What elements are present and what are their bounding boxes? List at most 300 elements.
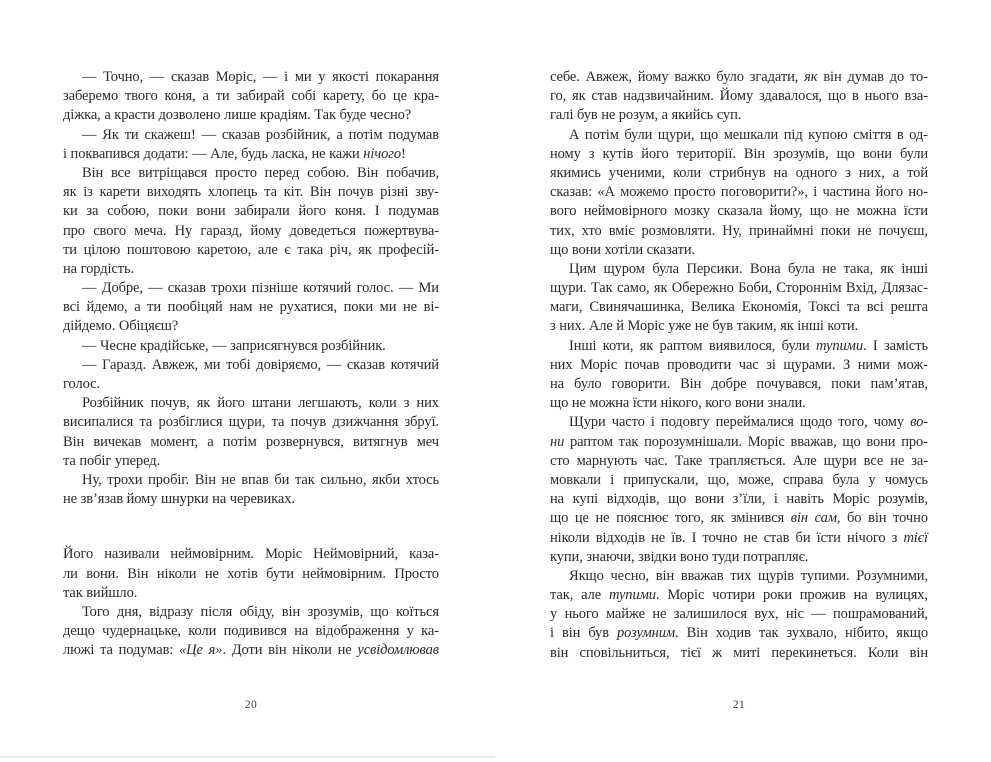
word: марнують xyxy=(576,452,638,469)
word: ласка, xyxy=(271,145,308,162)
word: Розбійник xyxy=(82,395,144,412)
word: крадійське, xyxy=(139,337,209,354)
word: не xyxy=(743,529,758,546)
word: професій- xyxy=(378,241,439,258)
word: Але xyxy=(588,318,613,335)
word: Боби, xyxy=(738,280,772,297)
word: точно xyxy=(702,529,738,546)
word: про- xyxy=(901,433,928,450)
word: та xyxy=(63,452,76,469)
word: принаймні xyxy=(748,222,814,239)
word: час. xyxy=(644,452,668,469)
word: чотири xyxy=(712,587,756,604)
word: забирали xyxy=(234,203,290,220)
word: галі xyxy=(550,107,574,124)
word: суп. xyxy=(716,107,742,124)
text-line xyxy=(63,260,439,279)
word: часто xyxy=(611,414,645,431)
word: та xyxy=(100,642,113,659)
text-line xyxy=(63,202,439,221)
word: того, xyxy=(674,510,705,527)
word: просто xyxy=(673,184,716,201)
word: свого xyxy=(93,222,126,239)
word: поки xyxy=(831,376,861,392)
word: про xyxy=(63,222,85,239)
text-line xyxy=(63,413,439,432)
word: себе. xyxy=(550,69,580,85)
word: та xyxy=(847,299,860,316)
word: можна xyxy=(856,203,897,220)
word: добре xyxy=(711,376,747,392)
word: Обережно xyxy=(671,280,734,297)
word: нього xyxy=(564,606,599,623)
word: як xyxy=(196,395,211,412)
word: гордість. xyxy=(80,260,135,277)
text-line xyxy=(550,471,928,490)
word: Токсі xyxy=(808,299,841,316)
text-line xyxy=(550,337,928,356)
word: поштовою xyxy=(126,241,191,258)
word: хотіли xyxy=(604,241,644,258)
word: стрибнув xyxy=(709,164,766,181)
word: з’їли, xyxy=(732,491,766,508)
word: пробіг. xyxy=(148,471,190,488)
word: сильно, xyxy=(320,471,367,488)
word: що xyxy=(809,203,829,220)
word: трапляється. xyxy=(709,452,786,469)
word: сам, xyxy=(814,510,841,527)
word: чесно, xyxy=(610,567,650,584)
word: люжі xyxy=(63,642,95,659)
word: перед xyxy=(264,164,300,181)
word: звідки xyxy=(638,548,677,565)
word: обіду, xyxy=(239,603,275,620)
word: вого xyxy=(550,203,577,220)
word: вони xyxy=(694,491,725,508)
word: хлопець xyxy=(207,184,258,201)
word: но- xyxy=(908,184,928,201)
word: виявилося, xyxy=(708,337,776,354)
text-line xyxy=(63,126,439,145)
word: розбійник. xyxy=(321,337,386,354)
word: побіг xyxy=(79,452,112,469)
word: був xyxy=(576,107,598,124)
word: зву- xyxy=(415,184,439,201)
word: не xyxy=(402,299,417,316)
word: кого xyxy=(705,395,732,412)
word: — xyxy=(192,145,207,162)
word: був xyxy=(712,318,733,335)
text-line xyxy=(63,452,439,471)
word: нібито, xyxy=(845,625,889,642)
word: були xyxy=(624,126,653,143)
word: Авжеж, xyxy=(585,69,632,85)
text-line xyxy=(63,222,439,241)
word: він xyxy=(561,625,581,642)
word: поговорити?», xyxy=(720,184,808,201)
word: з xyxy=(550,318,556,335)
word: — xyxy=(82,126,97,143)
word: пояснює xyxy=(616,510,669,527)
text-line xyxy=(63,87,439,106)
word: хтось xyxy=(405,471,439,488)
word: як xyxy=(780,318,794,335)
word: щури, xyxy=(657,126,695,143)
word: ти xyxy=(215,88,230,105)
word: трохи xyxy=(211,280,247,297)
word: сказав xyxy=(221,126,260,143)
text-line xyxy=(63,433,439,452)
word: пошрамований, xyxy=(833,606,928,623)
word: Але xyxy=(792,452,817,469)
word: тупими. xyxy=(816,337,867,354)
word: вони xyxy=(571,241,601,258)
word: Він xyxy=(309,184,332,201)
word: із xyxy=(83,184,93,201)
word: мозку xyxy=(674,203,710,220)
word: Він xyxy=(680,376,702,392)
word: прожив xyxy=(799,587,846,604)
word: Економія, xyxy=(741,299,802,316)
word: «А xyxy=(597,184,615,201)
text-line xyxy=(63,490,439,509)
word: Ми xyxy=(418,280,439,297)
word: них. xyxy=(559,318,586,335)
word: відразу xyxy=(149,603,194,620)
word: зі xyxy=(766,356,776,373)
word: вони xyxy=(862,145,892,162)
word: красти xyxy=(114,107,155,124)
word: нічого xyxy=(846,529,886,546)
text-line xyxy=(550,567,928,586)
text-line xyxy=(63,394,439,413)
word: само, xyxy=(616,280,650,297)
word: чесно? xyxy=(369,107,412,124)
word: була xyxy=(788,260,815,277)
text-line xyxy=(550,624,928,643)
word: трохи xyxy=(107,471,143,488)
word: у xyxy=(318,69,326,85)
word: він xyxy=(655,567,675,584)
text-line xyxy=(63,641,439,660)
word: — xyxy=(148,280,163,297)
word: то- xyxy=(909,69,928,85)
word: на xyxy=(550,491,564,508)
text-line xyxy=(550,490,928,509)
word: чудернацьке, xyxy=(102,623,181,640)
word: Моріс xyxy=(627,318,665,335)
word: зрозумів, xyxy=(307,603,364,620)
word: — xyxy=(263,69,278,85)
word: момент, xyxy=(150,433,199,450)
word: не xyxy=(601,107,616,124)
word: доведеться xyxy=(289,222,357,239)
word: як xyxy=(572,88,586,105)
word: всі xyxy=(866,299,884,316)
word: Щури xyxy=(569,414,606,431)
word: Моріс xyxy=(580,356,618,373)
word: рухатися, xyxy=(279,299,337,316)
word: коти, xyxy=(602,337,634,354)
word: є xyxy=(284,241,291,258)
word: миті xyxy=(733,644,761,661)
word: у xyxy=(868,471,876,488)
text-line xyxy=(63,622,439,641)
word: та xyxy=(271,414,285,431)
text-line xyxy=(63,298,439,317)
word: під xyxy=(783,126,803,143)
text-line xyxy=(550,452,928,471)
word: купі xyxy=(572,491,599,508)
word: що xyxy=(550,241,569,258)
word: території. xyxy=(676,145,736,162)
word: висипалися xyxy=(63,414,134,431)
word: поки xyxy=(158,203,188,220)
word: цілою xyxy=(83,241,121,258)
word: що xyxy=(668,491,687,508)
word: щури xyxy=(823,452,857,469)
word: Моріс xyxy=(747,433,785,450)
word: були xyxy=(781,337,810,354)
word: знали. xyxy=(767,395,806,412)
word: витягнув xyxy=(353,433,408,450)
word: не xyxy=(259,299,274,316)
word: Він xyxy=(357,164,379,181)
word: ніс xyxy=(785,606,804,623)
word: них xyxy=(550,356,573,373)
word: витріщався xyxy=(138,164,208,181)
word: побачив, xyxy=(386,164,439,181)
word: Того xyxy=(82,603,110,620)
word: а xyxy=(104,107,111,124)
word: коли xyxy=(188,623,217,640)
bottom-separator xyxy=(0,756,495,758)
word: Авжеж, xyxy=(151,356,198,373)
word: кра- xyxy=(413,88,439,105)
word: ніколи xyxy=(292,642,332,659)
word: Ну, xyxy=(82,471,102,488)
text-column xyxy=(63,68,439,660)
text-line xyxy=(63,565,439,584)
word: потрапляє. xyxy=(742,548,809,565)
text-line xyxy=(63,183,439,202)
word: що xyxy=(842,433,861,450)
word: говорити. xyxy=(611,376,671,392)
word: якийсь xyxy=(671,107,714,124)
word: І xyxy=(374,203,380,220)
word: тупими. xyxy=(800,567,850,584)
word: почувався, xyxy=(756,376,822,392)
word: сказав xyxy=(167,280,206,297)
word: в xyxy=(896,126,904,143)
word: Вхід, xyxy=(845,280,878,297)
word: як xyxy=(804,69,818,85)
word: роки xyxy=(762,587,792,604)
word: змінився xyxy=(730,510,785,527)
word: Так xyxy=(590,280,613,297)
word: інші xyxy=(797,318,824,335)
word: коня, xyxy=(164,88,196,105)
word: з xyxy=(891,529,898,546)
word: тих xyxy=(730,567,752,584)
page-number: 21 xyxy=(732,699,746,711)
word: коли xyxy=(673,164,702,181)
word: були xyxy=(899,145,928,162)
word: щодо xyxy=(799,414,833,431)
word: неймовірного xyxy=(583,203,667,220)
word: одного xyxy=(795,164,838,181)
word: А xyxy=(569,126,580,143)
word: мешкали xyxy=(723,126,779,143)
word: розбіглися xyxy=(158,414,223,431)
word: поки xyxy=(820,222,851,239)
word: купою xyxy=(808,126,848,143)
word: дещо xyxy=(63,623,95,640)
word: розум, xyxy=(618,107,658,124)
word: — xyxy=(82,69,97,85)
word: не xyxy=(63,491,77,508)
word: щури, xyxy=(228,414,266,431)
word: ходив xyxy=(715,625,751,642)
word: не xyxy=(822,260,837,277)
word: потім xyxy=(222,433,257,450)
word: вони. xyxy=(86,565,119,582)
word: мож- xyxy=(897,356,928,373)
word: нього xyxy=(864,88,899,105)
word: довіряємо, xyxy=(256,356,321,373)
text-line xyxy=(550,183,928,202)
word: Він xyxy=(194,471,216,488)
word: Але, xyxy=(210,145,238,162)
word: така, xyxy=(843,260,873,277)
word: щури. xyxy=(550,280,587,297)
word: можемо xyxy=(620,184,669,201)
text-line xyxy=(550,548,928,567)
word: точно xyxy=(893,510,928,527)
text-line xyxy=(63,68,439,87)
word: Чесне xyxy=(100,337,137,354)
word: почув xyxy=(337,184,374,201)
word: після xyxy=(200,603,233,620)
text-column xyxy=(550,68,928,663)
word: Так xyxy=(314,107,336,124)
word: голос. xyxy=(356,280,394,297)
word: і xyxy=(650,414,655,431)
word: його xyxy=(875,184,904,201)
word: Вона xyxy=(749,260,781,277)
word: подивився xyxy=(223,623,287,640)
word: Моріс xyxy=(667,587,705,604)
word: так xyxy=(618,433,639,450)
text-line xyxy=(550,644,928,663)
word: би xyxy=(274,471,290,488)
text-line xyxy=(550,317,928,336)
word: неймовірним. xyxy=(302,565,386,582)
text-line xyxy=(63,471,439,490)
word: бути xyxy=(266,565,294,582)
word: порозумнішали. xyxy=(644,433,743,450)
text-line xyxy=(63,603,439,622)
word: якщо xyxy=(896,625,928,642)
word: а xyxy=(336,126,343,143)
word: го, xyxy=(550,88,567,105)
word: його xyxy=(298,203,326,220)
word: вони xyxy=(734,395,764,412)
word: все xyxy=(863,452,884,469)
word: став xyxy=(591,88,618,105)
word: їсти xyxy=(903,203,928,220)
word: крадіям. xyxy=(259,107,311,124)
word: Стороннім xyxy=(776,280,842,297)
word: сповільниться, xyxy=(579,644,670,661)
word: дозволено xyxy=(158,107,221,124)
word: Розумними, xyxy=(856,567,928,584)
word: карети xyxy=(99,184,140,201)
word: вза- xyxy=(904,88,928,105)
word: так xyxy=(63,584,83,601)
word: сказав xyxy=(170,69,210,85)
word: майже xyxy=(605,606,645,623)
word: став xyxy=(763,529,790,546)
page-number: 20 xyxy=(244,699,258,711)
word: Просто xyxy=(394,565,439,582)
word: карету, xyxy=(322,88,365,105)
word: кажи xyxy=(329,145,360,162)
word: — xyxy=(398,280,414,297)
word: здавалося, xyxy=(758,88,823,105)
word: він xyxy=(909,644,928,661)
word: його xyxy=(217,395,245,412)
word: Доти xyxy=(231,642,263,659)
word: «Це xyxy=(179,642,203,659)
text-line xyxy=(63,279,439,298)
word: тієї xyxy=(680,644,701,661)
word: у xyxy=(406,623,414,640)
word: можна xyxy=(589,395,630,412)
word: розумним. xyxy=(616,625,679,642)
word: як xyxy=(639,337,654,354)
word: з xyxy=(845,164,851,181)
text-line xyxy=(550,605,928,624)
word: Ну xyxy=(174,222,193,239)
word: од- xyxy=(909,126,928,143)
word: і xyxy=(610,471,615,488)
word: штани xyxy=(251,395,291,412)
word: ми xyxy=(294,69,312,85)
word: так, xyxy=(550,587,574,604)
text-line xyxy=(550,126,928,145)
word: меч xyxy=(416,433,439,450)
word: Ну, xyxy=(722,222,742,239)
word: що xyxy=(836,145,855,162)
text-line xyxy=(550,433,928,452)
word: діжка, xyxy=(63,107,101,124)
word: він xyxy=(868,510,887,527)
word: Гаразд. xyxy=(102,356,147,373)
word: Якщо xyxy=(569,567,604,584)
word: ві- xyxy=(423,299,439,316)
word: почав xyxy=(624,356,660,373)
word: заберемо xyxy=(63,88,119,105)
word: згадати, xyxy=(749,69,799,85)
word: ми xyxy=(379,299,397,316)
text-line xyxy=(63,356,439,375)
word: на xyxy=(212,491,227,508)
text-line xyxy=(550,87,928,106)
text-line xyxy=(550,145,928,164)
word: коїться xyxy=(395,603,439,620)
text-line xyxy=(550,222,928,241)
